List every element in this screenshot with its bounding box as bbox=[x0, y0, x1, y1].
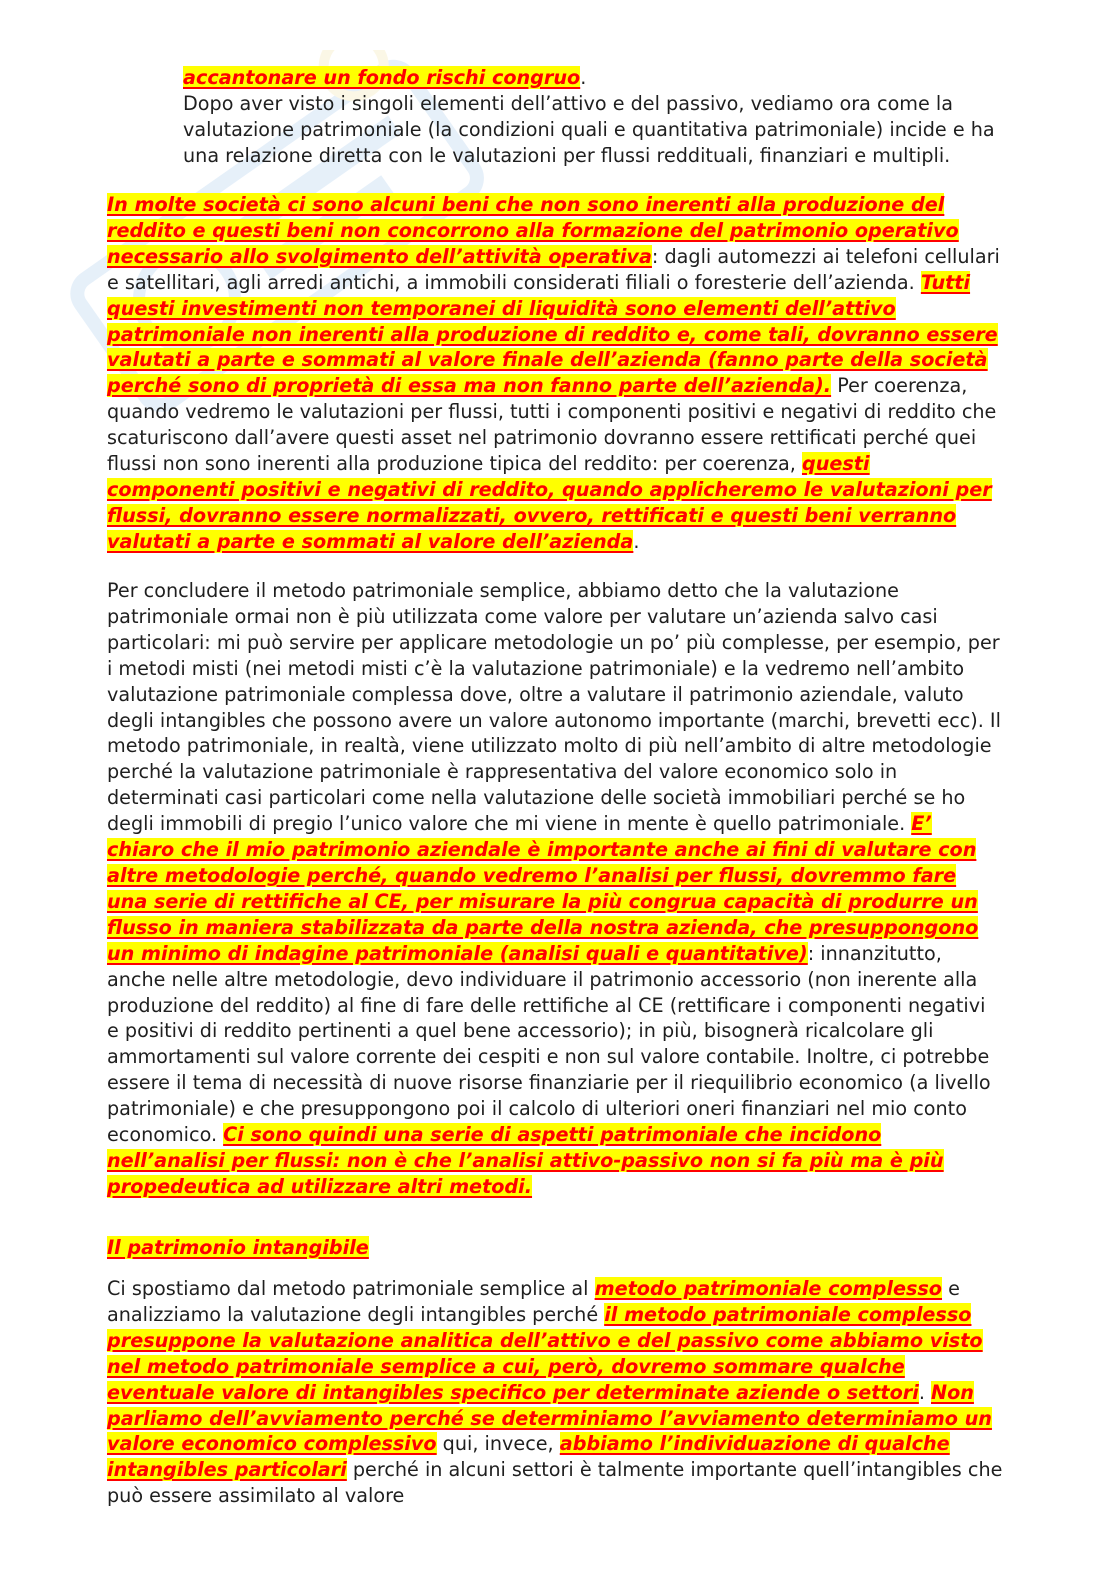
section-heading bbox=[107, 1235, 1003, 1261]
paragraph-complex-method bbox=[107, 1276, 1003, 1509]
body-text: Per concludere il metodo patrimoniale semplice, abbiamo detto che la valutazione patrimoniale ormai non è più utilizzata come valore per valutare un’azienda salvo casi particolari: mi può servire per applicare metodologie un po’ più complesse, per esempio, per i metodi misti (nei metodi misti c’è la valutazione patrimoniale) e la vedremo nell’ambito valutazione patrimoniale complessa dove, oltre a valutare il patrimonio aziendale, valuto degli intangibles che possono avere un valore autonomo importante (marchi, brevetti ecc). Il metodo patrimoniale, in realtà, viene utilizzato molto di più nell’ambito di altre metodologie perché la valutazione patrimoniale è rappresentativa del valore economico solo in determinati casi particolari come nella valutazione delle società immobiliari perché se ho degli immobili di pregio l’unico valore che mi viene in mente è quello patrimoniale. bbox=[107, 579, 1001, 836]
body-text: : innanzitutto, anche nelle altre metodologie, devo individuare il patrimonio accessorio (non inerente alla produzione del reddito) al fine di fare delle rettifiche al CE (rettificare i componenti negativi e positivi di reddito pertinenti a quel bene accessorio); in più, bisognerà ricalcolare gli ammortamenti sul valore corrente dei cespiti e non sul valore contabile. Inoltre, ci potrebbe essere il tema di necessità di nuove risorse finanziarie per il riequilibrio economico (a livello patrimoniale) e che presuppongono poi il calcolo di ulteriori oneri finanziari nel mio conto economico. bbox=[107, 941, 991, 1147]
highlighted-phrase: metodo patrimoniale complesso bbox=[594, 1277, 942, 1300]
highlighted-phrase: accantonare un fondo rischi congruo bbox=[183, 66, 581, 89]
body-text: . bbox=[918, 1380, 932, 1404]
body-text: e analizziamo la valutazione degli intangibles perché bbox=[107, 1277, 960, 1326]
body-text: qui, invece, bbox=[436, 1432, 560, 1456]
body-text: Per coerenza, quando vedremo le valutazioni per flussi, tutti i componenti positivi e negativi di reddito che scaturiscono dall’avere questi asset nel patrimonio dovranno essere rettificati perché quei flussi non sono inerenti alla produzione tipica del reddito: per coerenza, bbox=[107, 374, 997, 476]
body-text: perché in alcuni settori è talmente importante quell’intangibles che può essere assimilato al valore bbox=[107, 1458, 1003, 1508]
paragraph-non-operating-assets bbox=[107, 192, 1003, 555]
highlighted-phrase: Ci sono quindi una serie di aspetti patrimoniale che incidono nell’analisi per flussi: non è che l’analisi attivo-passivo non si fa più ma è più propedeutica ad utilizzare altri metodi. bbox=[107, 1123, 944, 1198]
body-text: . bbox=[580, 66, 587, 89]
highlighted-phrase: In molte società ci sono alcuni beni che non sono inerenti alla produzione del reddito e questi beni non concorrono alla formazione del patrimonio operativo necessario allo svolgimento dell’attività operativa bbox=[107, 193, 959, 268]
highlighted-phrase: questi componenti positivi e negativi di reddito, quando applicheremo le valutazioni per flussi, dovranno essere normalizzati, ovvero, rettificati e questi beni verranno valutati a parte e sommati al valore dell’azienda bbox=[107, 452, 992, 553]
highlighted-phrase: Tutti questi investimenti non temporanei di liquidità sono elementi dell’attivo patrimoniale non inerenti alla produzione di reddito e, come tali, dovranno essere valutati a parte e sommati al valore finale dell’azienda (fanno parte della società perché sono di proprietà di essa ma non fanno parte dell’azienda). bbox=[107, 270, 998, 398]
highlighted-phrase: E’ chiaro che il mio patrimonio aziendale è importante anche ai fini di valutare con altre metodologie perché, quando vedremo l’analisi per flussi, dovremmo fare una serie di rettifiche al CE, per misurare la più congrua capacità di produrre un flusso in maniera stabilizzata da parte della nostra azienda, che presuppongono un minimo di indagine patrimoniale (analisi quali e quantitative) bbox=[107, 812, 979, 965]
paragraph-simple-method-conclusion bbox=[107, 578, 1003, 1200]
body-text: Dopo aver visto i singoli elementi dell’attivo e del passivo, vediamo ora come la valutazione patrimoniale (la condizioni quali e quantitativa patrimoniale) incide e ha una relazione diretta con le valutazioni per flussi reddituali, finanziari e multipli. bbox=[183, 91, 995, 167]
highlighted-phrase: abbiamo l’individuazione di qualche intangibles particolari bbox=[107, 1432, 950, 1482]
body-text: : dagli automezzi ai telefoni cellulari e satellitari, agli arredi antichi, a immobili considerati filiali o foresterie dell’azienda. bbox=[107, 244, 1000, 294]
body-text: Ci spostiamo dal metodo patrimoniale semplice al bbox=[107, 1277, 595, 1300]
heading-text: Il patrimonio intangibile bbox=[107, 1236, 369, 1259]
highlighted-phrase: il metodo patrimoniale complesso presuppone la valutazione analitica dell’attivo e del passivo come abbiamo visto nel metodo patrimoniale semplice a cui, però, dovremo sommare qualche eventuale valore di intangibles specifico per determinate aziende o settori bbox=[107, 1302, 983, 1404]
body-text: . bbox=[633, 529, 640, 553]
highlighted-phrase: Non parliamo dell’avviamento perché se determiniamo l’avviamento determiniamo un valore economico complessivo bbox=[107, 1380, 992, 1456]
paragraph-intro bbox=[183, 65, 995, 169]
